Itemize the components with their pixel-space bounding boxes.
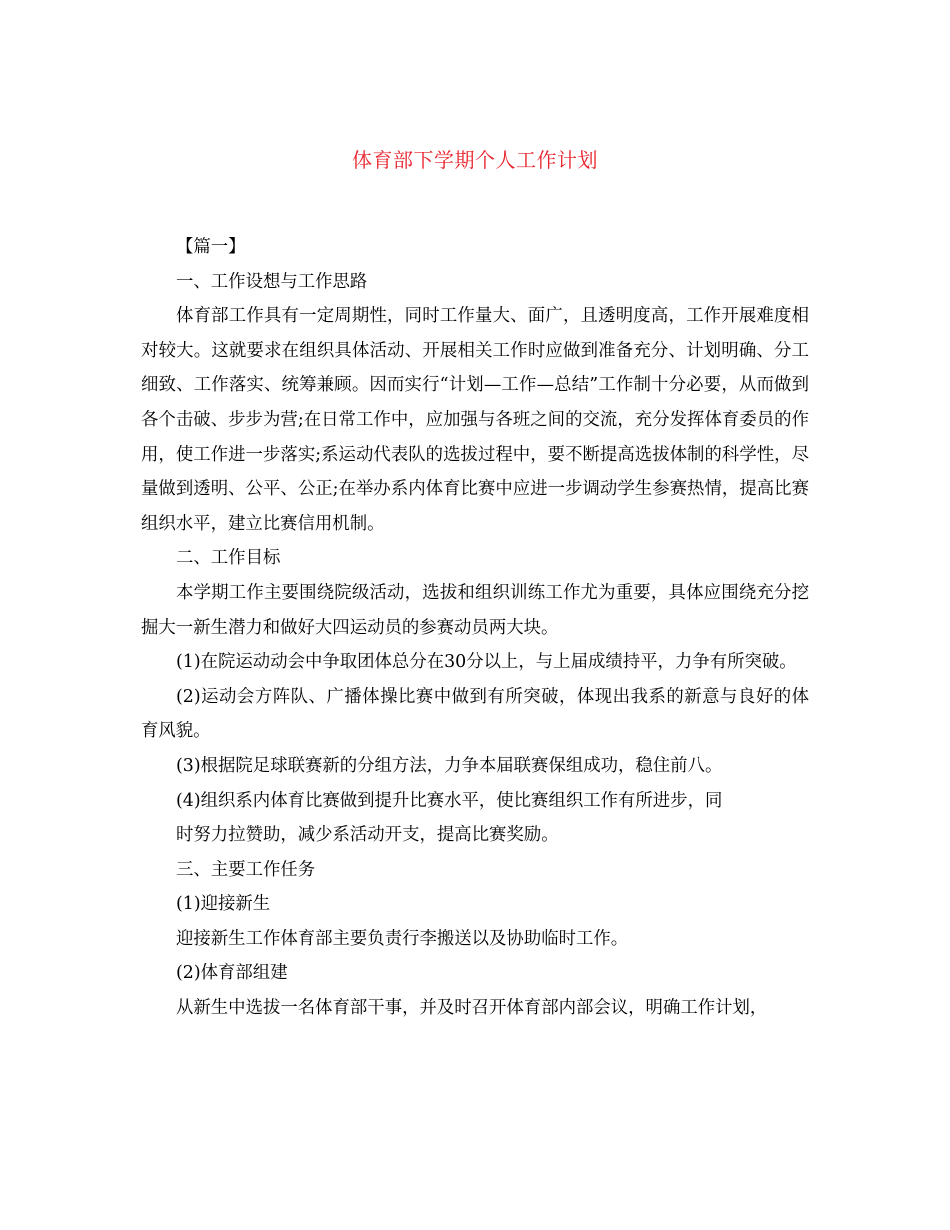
section-label: 【篇一】 — [176, 237, 246, 257]
list-item: (4)组织系内体育比赛做到提升比赛水平，使比赛组织工作有所进步，同 — [176, 790, 723, 811]
list-item: (2)运动会方阵队、广播体操比赛中做到有所突破，体现出我系的新意与良好的体育风貌。 — [141, 686, 809, 742]
paragraph: 体育部工作具有一定周期性，同时工作量大、面广，且透明度高，工作开展难度相对较大。这就要求在组织具体活动、开展相关工作时应做到准备充分、计划明确、分工细致、工作落实、统筹兼顾。因而实行“计划—工作—总结”工作制十分必要，从而做到各个击破、步步为营;在日常工作中，应加强与各班之间的交流，充分发挥体育委员的作用，使工作进一步落实;系运动代表队的选拔过程中，要不断提高选拔体制的科学性，尽量做到透明、公平、公正;在举办系内体育比赛中应进一步调动学生参赛热情，提高比赛组织水平，建立比赛信用机制。 — [141, 306, 809, 534]
subsection-heading: (1)迎接新生 — [176, 894, 271, 915]
list-item-continuation: 时努力拉赞助，减少系活动开支，提高比赛奖励。 — [176, 825, 559, 846]
subsection-heading: (2)体育部组建 — [176, 963, 288, 984]
section-heading: 二、工作目标 — [176, 548, 281, 569]
section-heading: 三、主要工作任务 — [176, 859, 316, 880]
list-item: (1)在院运动动会中争取团体总分在30分以上，与上届成绩持平，力争有所突破。 — [176, 652, 797, 673]
list-item: (3)根据院足球联赛新的分组方法，力争本届联赛保组成功，稳住前八。 — [176, 755, 723, 776]
document-title: 体育部下学期个人工作计划 — [352, 148, 598, 172]
section-heading: 一、工作设想与工作思路 — [176, 271, 368, 292]
paragraph: 本学期工作主要围绕院级活动，选拔和组织训练工作尤为重要，具体应围绕充分挖掘大一新生潜力和做好大四运动员的参赛动员两大块。 — [141, 582, 809, 638]
paragraph: 从新生中选拔一名体育部干事，并及时召开体育部内部会议，明确工作计划， — [176, 998, 768, 1019]
paragraph: 迎接新生工作体育部主要负责行李搬送以及协助临时工作。 — [176, 928, 629, 949]
document-body — [141, 230, 809, 1026]
